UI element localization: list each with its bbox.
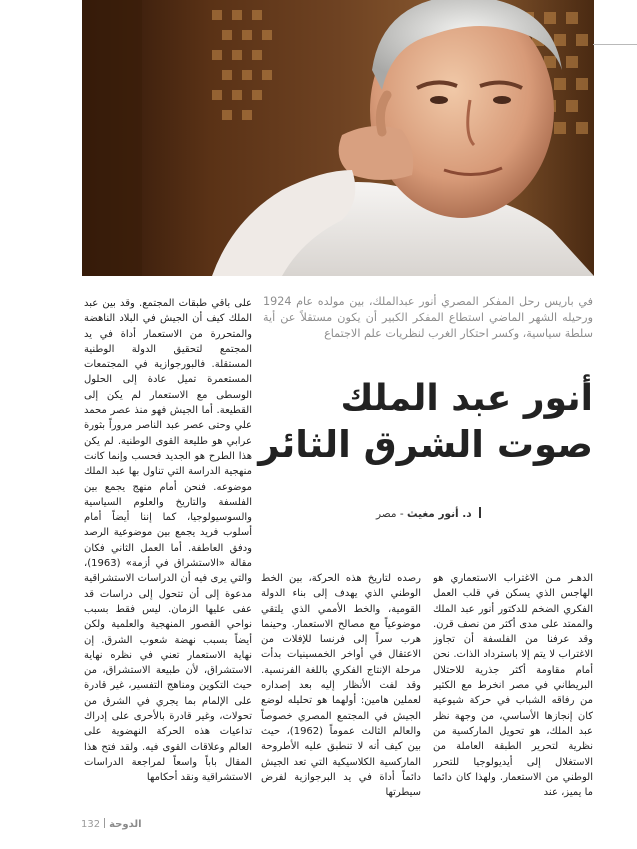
body-column-3	[84, 296, 252, 816]
byline	[376, 507, 481, 520]
page-edge-rule	[593, 44, 637, 45]
folio-separator	[104, 818, 105, 828]
body-column-1	[433, 571, 593, 815]
article-lead: في باريس رحل المفكر المصري أنور عبدالملك، بين مولده عام 1924 ورحيله الشهر الماضي استطاع المفكر الكبير أن يكون مستقلاً عن أية سلطة سياسية، وكسر احتكار الغرب لنظريات علم الاجتماع	[263, 295, 593, 340]
page-number: 132	[81, 819, 101, 830]
portrait-photo	[82, 0, 594, 276]
article-title-line-1: أنور عبد الملك	[340, 378, 593, 419]
author-city: - مصر	[375, 508, 404, 520]
author-name: د. أنور مغيث	[406, 508, 472, 520]
body-paragraph: الدهـر مـن الاغتراب الاستعماري هو الهاجس الذي يسكن في قلب العمل الفكري الضخم للدكتور أنور عبد الملك والممتد على مدى أكثر من نصف قرن. وقد عرفنا من الفلسفة أن تجاوز الاغتراب لا يتم إلا باسترداد الذات. نحن أمام مقاومة أكثر جذرية للاحتلال البريطاني في مصر انخرط مع الكثير من رفاقه الشباب في حركة شيوعية كان إنجازها الأساسي، من وجهة نظر عبد الملك، هو تحويل الماركسية من نظرية لتحرير الطبقة العاملة من الاستغلال إلى أيديولوجيا للتحرر الوطني من الاستعمار. ولهذا كان دائما ما يميز، عند	[433, 573, 593, 799]
byline-bar	[479, 507, 481, 518]
body-paragraph: رصده لتاريخ هذه الحركة، بين الخط الوطني الذي يهدف إلى بناء الدولة القومية، والخط الأممي الذي يلتقي موضوعياً مع مصالح الاستعمار. وحينما هرب سراً إلى فرنسا للإفلات من الاعتقال في أواخر الخمسينيات بدأت مرحلة الإنتاج الفكري باللغة الفرنسية. وقد لفت الأنظار إليه بعد إصداره لعملين هامين: أولهما هو تحليله لوضع الجيش في المجتمع المصري خصوصاً والعالم الثالث عموماً (1962)، حيث بين كيف أنه لا تنطبق عليه الأطروحة الماركسية الكلاسيكية التي تعد الجيش دائماً أداة في يد البرجوازية لفرض سيطرتها	[261, 573, 421, 799]
page-folio	[81, 818, 142, 830]
article-title-line-2: صوت الشرق الثائر	[258, 423, 593, 466]
body-column-2	[261, 571, 421, 815]
portrait-photo-illustration	[82, 0, 594, 276]
body-paragraph: على باقي طبقات المجتمع. وقد بين عبد الملك كيف أن الجيش في البلاد الناهضة والمتحررة من الاستعمار أداة في يد المجتمع لتحقيق الدولة الوطنية المستقلة. فالبورجوازية في المجتمعات المستعمرة تميل عادة إلى الحلول الوسطى مع الاستعمار لم يكن إلى القطيعة. أما الجيش فهو منذ عصر محمد علي وحتى عصر عبد الناصر مروراً بثورة عرابي هو طليعة القوى الوطنية. لم يكن هذا الطرح هو الجديد فحسب وإنما كانت منهجية الدراسة التي تناول بها عبد الملك موضوعه. فنحن أمام منهج يجمع بين الفلسفة والتاريخ والعلوم السياسية والسوسيولوجيا، كما إننا أيضاً أمام أسلوب فريد يجمع بين موضوعية الرصد ودفق العاطفة. أما العمل الثاني فكان مقالة «الاستشراق في أزمة» (1963)، والتي يرى فيه أن الدراسات الاستشراقية مدعوة إلى أن تتحول إلى دراسات قد عفى عليها الزمان. ليس فقط بسبب نواحي القصور المنهجية والعلمية ولكن أيضاً بسبب نهضة شعوب الشرق. إن نهاية الاستعمار تعني في نظره نهاية الاستشراق، لأن طبيعة الاستشراق، من حيث التكوين ومناهج التفسير، غير قادرة على الإلمام بما يجري في الشرق من تحولات، وغير قادرة بالأحرى على إدراك تداعيات هذه الحركة النهضوية على العالم وعلاقات القوى فيه. ولقد فتح هذا المقال باباً واسعاً لمراجعة الدراسات الاستشراقية ونقد أحكامها	[84, 298, 252, 784]
magazine-name: الدوحة	[109, 819, 142, 830]
